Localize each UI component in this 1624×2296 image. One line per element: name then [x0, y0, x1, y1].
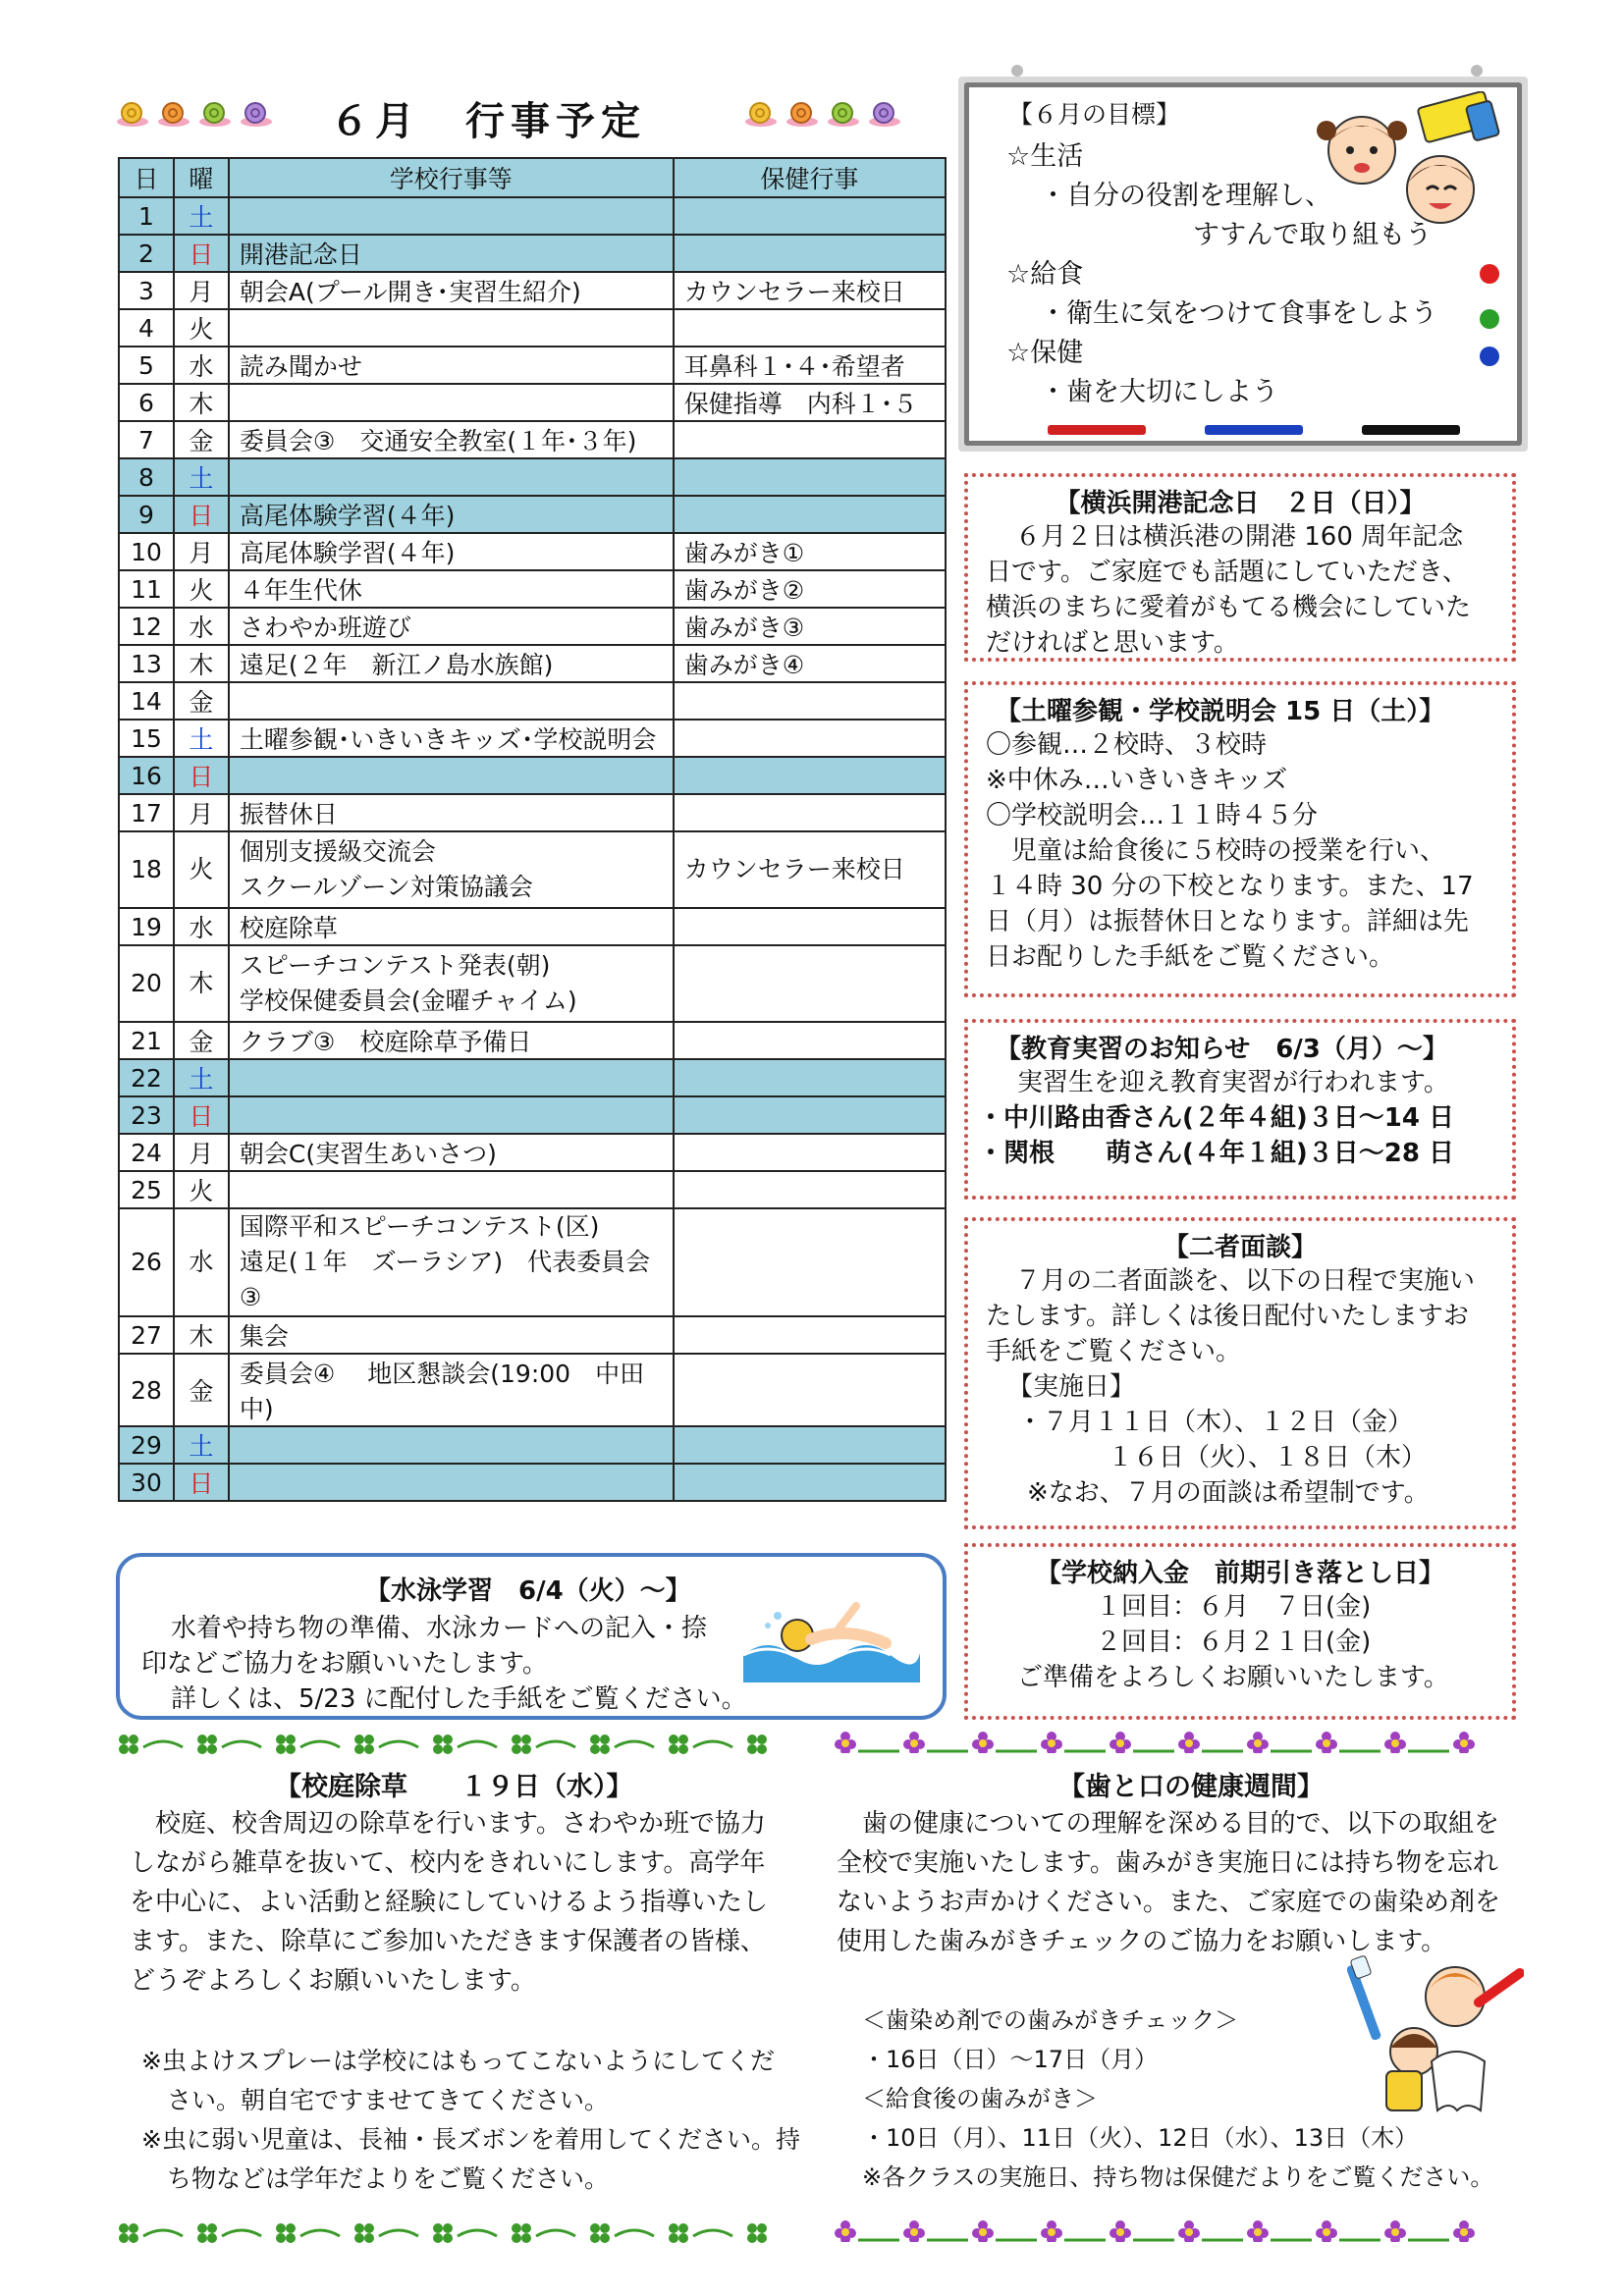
school-event-text: 委員会③ 交通安全教室(１年･３年) [239, 427, 637, 455]
cell-school-event [229, 421, 674, 458]
header-health-events: 保健行事 [674, 158, 946, 197]
cell-weekday: 土 [174, 1059, 229, 1096]
goals-health-text: ・歯を大切にしよう [1040, 377, 1278, 407]
cell-school-event [229, 794, 674, 831]
cell-school-event [229, 235, 674, 272]
snail-icon [157, 100, 190, 128]
cell-day: 15 [119, 720, 174, 757]
cell-day: 24 [119, 1134, 174, 1171]
cell-day: 5 [119, 347, 174, 384]
cell-health-event [674, 1096, 946, 1134]
swimming-line: 印などご協力をお願いいたします。 [141, 1649, 548, 1679]
table-row [119, 1059, 946, 1096]
cell-weekday: 木 [174, 1316, 229, 1354]
cell-school-event [229, 1208, 674, 1316]
cell-weekday: 月 [174, 1134, 229, 1171]
school-event-text: 朝会A(プール開き･実習生紹介) [239, 278, 581, 306]
cell-day: 17 [119, 794, 174, 831]
cell-health-event: 耳鼻科１･４･希望者 [674, 347, 946, 384]
school-event-text: 学校保健委員会(金曜チャイム) [239, 987, 577, 1015]
cell-day: 8 [119, 458, 174, 496]
cell-health-event [674, 1316, 946, 1354]
school-event-text: 朝会C(実習生あいさつ) [239, 1140, 497, 1168]
saturday-visit-line: 児童は給食後に５校時の授業を行い、 [986, 836, 1446, 866]
cell-weekday: 日 [174, 1464, 229, 1501]
cell-day: 30 [119, 1464, 174, 1501]
cell-day: 23 [119, 1096, 174, 1134]
goals-heading: 【６月の目標】 [1008, 100, 1181, 129]
school-event-text: ４年生代休 [239, 576, 362, 605]
school-event-text: 土曜参観･いきいきキッズ･学校説明会 [239, 725, 657, 754]
school-event-text: 読み聞かせ [239, 352, 362, 381]
table-row [119, 1354, 946, 1426]
header-school-events: 学校行事等 [229, 158, 674, 197]
cell-health-event: 歯みがき① [674, 533, 946, 570]
cell-school-event [229, 1059, 674, 1096]
school-event-text: 振替休日 [239, 800, 338, 828]
cell-health-event: 歯みがき③ [674, 608, 946, 645]
parent-interview-line: ・７月１１日（木）、１２日（金） [1017, 1408, 1414, 1437]
cell-school-event [229, 608, 674, 645]
dental-week-text [837, 1804, 1543, 1961]
red-magnet-icon [1480, 264, 1499, 284]
children-illustration [1293, 91, 1509, 239]
cell-weekday: 木 [174, 384, 229, 421]
clover-border [118, 1734, 805, 1755]
swimming-notice [116, 1553, 947, 1720]
cell-school-event [229, 757, 674, 794]
parent-interview-line: １６日（火）、１８日（木） [1056, 1443, 1428, 1472]
table-row [119, 272, 946, 309]
saturday-visit-line: 日お配りした手紙をご覧ください。 [986, 942, 1395, 972]
cell-school-event [229, 1022, 674, 1059]
cell-weekday: 火 [174, 570, 229, 608]
goals-life-text-2: すすんで取り組もう [1193, 220, 1433, 250]
cell-school-event [229, 309, 674, 347]
header-day: 日 [119, 158, 174, 197]
weeding-line: 校庭、校舎周辺の除草を行います。さわやか班で協力 [155, 1809, 766, 1839]
teaching-practice-title: 【教育実習のお知らせ 6/3（月）～】 [996, 1035, 1448, 1064]
parent-interview-title: 【二者面談】 [1163, 1233, 1317, 1262]
cell-health-event [674, 1171, 946, 1208]
cell-school-event [229, 1316, 674, 1354]
school-fee-line: ご準備をよろしくお願いいたします。 [1017, 1663, 1449, 1692]
cell-weekday: 日 [174, 496, 229, 533]
monthly-goals-board [964, 82, 1522, 446]
cell-health-event [674, 309, 946, 347]
table-row [119, 1171, 946, 1208]
cell-school-event [229, 496, 674, 533]
clover-border [118, 2222, 805, 2244]
dental-week-title: 【歯と口の健康週間】 [1058, 1772, 1324, 1802]
cell-health-event [674, 1464, 946, 1501]
flower-border [835, 2220, 1522, 2242]
cell-school-event [229, 645, 674, 682]
cell-weekday: 土 [174, 720, 229, 757]
table-row [119, 1464, 946, 1501]
goals-lunch-text: ・衛生に気をつけて食事をしよう [1040, 298, 1437, 329]
parent-interview-line: 【実施日】 [1007, 1372, 1136, 1402]
table-row [119, 1096, 946, 1134]
school-event-text: クラブ③ 校庭除草予備日 [239, 1028, 532, 1056]
cell-weekday: 月 [174, 794, 229, 831]
table-row [119, 1134, 946, 1171]
cell-day: 26 [119, 1208, 174, 1316]
table-row [119, 720, 946, 757]
cell-health-event [674, 682, 946, 720]
cell-school-event [229, 272, 674, 309]
table-row [119, 645, 946, 682]
table-row [119, 608, 946, 645]
cell-health-event [674, 1208, 946, 1316]
dental-week-line: ないようお声かけください。また、ご家庭での歯染め剤を [837, 1888, 1501, 1917]
saturday-visit-line: 〇参観…２校時、３校時 [986, 730, 1268, 760]
cell-weekday: 日 [174, 757, 229, 794]
cell-day: 6 [119, 384, 174, 421]
cell-day: 12 [119, 608, 174, 645]
weeding-line: しながら雑草を抜いて、校内をきれいにします。高学年 [130, 1848, 766, 1878]
cell-day: 18 [119, 831, 174, 908]
cell-day: 28 [119, 1354, 174, 1426]
port-anniversary-notice [964, 473, 1516, 662]
saturday-visit-title: 【土曜参観・学校説明会 15 日（土）】 [996, 697, 1445, 726]
cell-school-event [229, 1426, 674, 1464]
cell-health-event [674, 1022, 946, 1059]
cell-weekday: 金 [174, 1354, 229, 1426]
cell-weekday: 日 [174, 235, 229, 272]
table-header-row [119, 158, 946, 197]
swimming-line: 詳しくは、5/23 に配付した手紙をご覧ください。 [171, 1684, 747, 1714]
cell-day: 2 [119, 235, 174, 272]
cell-day: 27 [119, 1316, 174, 1354]
cell-day: 21 [119, 1022, 174, 1059]
goals-life-text-1: ・自分の役割を理解し、 [1040, 181, 1331, 211]
teaching-practice-line: ・中川路由香さん(２年４組)３日～14 日 [978, 1103, 1454, 1133]
snail-icon [240, 100, 273, 128]
snail-icon [744, 100, 778, 128]
table-row [119, 421, 946, 458]
cell-day: 7 [119, 421, 174, 458]
cell-weekday: 月 [174, 272, 229, 309]
teaching-practice-line: 実習生を迎え教育実習が行われます。 [1017, 1068, 1449, 1097]
pin-icon [1471, 65, 1483, 77]
cell-health-event [674, 794, 946, 831]
school-event-text: 開港記念日 [239, 240, 362, 269]
cell-health-event [674, 1426, 946, 1464]
weeding-title: 【校庭除草 １９日（水）】 [275, 1772, 633, 1802]
school-event-text: 高尾体験学習(４年) [239, 539, 456, 567]
cell-weekday: 土 [174, 1426, 229, 1464]
goals-lunch-label: ☆給食 [1006, 259, 1084, 290]
table-row [119, 945, 946, 1022]
cell-weekday: 木 [174, 645, 229, 682]
dental-week-note: ＜給食後の歯みがき＞ [862, 2085, 1098, 2112]
cell-weekday: 土 [174, 458, 229, 496]
port-anniversary-line: だければと思います。 [986, 628, 1239, 658]
cell-school-event [229, 1096, 674, 1134]
school-event-text: 校庭除草 [239, 914, 338, 942]
teaching-practice-notice [964, 1019, 1516, 1200]
cell-weekday: 金 [174, 421, 229, 458]
saturday-visit-line: 日（月）は振替休日となります。詳細は先 [986, 907, 1469, 936]
school-event-text: 遠足(１年 ズーラシア) 代表委員会③ [239, 1248, 651, 1311]
port-anniversary-line: 日です。ご家庭でも話題にしていただき、 [986, 558, 1468, 587]
cell-health-event [674, 421, 946, 458]
parent-interview-notice [964, 1217, 1516, 1529]
weeding-text [130, 1804, 817, 2001]
cell-day: 3 [119, 272, 174, 309]
snail-icon [785, 100, 819, 128]
parent-interview-line: ※なお、７月の面談は希望制です。 [1027, 1478, 1430, 1508]
saturday-visit-line: 〇学校説明会…１１時４５分 [986, 801, 1319, 830]
cell-school-event [229, 1134, 674, 1171]
cell-day: 14 [119, 682, 174, 720]
cell-school-event [229, 831, 674, 908]
cell-health-event [674, 945, 946, 1022]
pin-icon [1011, 65, 1023, 77]
cell-weekday: 火 [174, 309, 229, 347]
cell-health-event [674, 1059, 946, 1096]
cell-day: 4 [119, 309, 174, 347]
cell-school-event [229, 347, 674, 384]
table-row [119, 347, 946, 384]
snail-icon [868, 100, 901, 128]
weeding-line: ます。また、除草にご参加いただきます保護者の皆様、 [130, 1927, 766, 1956]
cell-day: 22 [119, 1059, 174, 1096]
school-event-text: さわやか班遊び [239, 614, 411, 642]
cell-day: 19 [119, 908, 174, 945]
cell-day: 16 [119, 757, 174, 794]
cell-health-event: カウンセラー来校日 [674, 272, 946, 309]
teaching-practice-line: ・関根 萌さん(４年１組)３日～28 日 [978, 1139, 1454, 1168]
dental-week-line: 歯の健康についての理解を深める目的で、以下の取組を [862, 1809, 1499, 1839]
cell-health-event: カウンセラー来校日 [674, 831, 946, 908]
cell-school-event [229, 908, 674, 945]
cell-day: 13 [119, 645, 174, 682]
parent-interview-line: たします。詳しくは後日配付いたしますお [986, 1302, 1469, 1331]
table-row [119, 1208, 946, 1316]
cell-health-event [674, 1134, 946, 1171]
school-event-text: 委員会④ 地区懇談会(19:00 中田中) [239, 1360, 645, 1423]
table-row [119, 235, 946, 272]
cell-school-event [229, 720, 674, 757]
cell-day: 25 [119, 1171, 174, 1208]
cell-school-event [229, 1171, 674, 1208]
swimmer-illustration [738, 1596, 925, 1684]
table-row [119, 1426, 946, 1464]
goals-life-label: ☆生活 [1006, 141, 1084, 172]
cell-health-event [674, 197, 946, 235]
cell-weekday: 火 [174, 1171, 229, 1208]
school-event-text: 国際平和スピーチコンテスト(区) [239, 1212, 600, 1241]
school-event-text: 集会 [239, 1322, 289, 1351]
red-marker-icon [1048, 425, 1146, 435]
table-row [119, 384, 946, 421]
port-anniversary-title: 【横浜開港記念日 ２日（日）】 [1055, 489, 1426, 518]
port-anniversary-line: 横浜のまちに愛着がもてる機会にしていた [986, 593, 1472, 622]
flower-border [835, 1732, 1522, 1753]
black-marker-icon [1362, 425, 1460, 435]
weeding-note: ※虫に弱い児童は、長袖・長ズボンを着用してください。持 [141, 2125, 800, 2154]
table-row [119, 682, 946, 720]
port-anniversary-line: ６月２日は横浜港の開港 160 周年記念 [1015, 522, 1464, 552]
toothbrush-kids-illustration [1347, 1953, 1524, 2120]
cell-weekday: 水 [174, 608, 229, 645]
blue-magnet-icon [1480, 347, 1499, 366]
snail-icon [198, 100, 232, 128]
table-row [119, 908, 946, 945]
table-row [119, 458, 946, 496]
cell-weekday: 金 [174, 1022, 229, 1059]
school-fee-notice [964, 1543, 1516, 1720]
school-event-text: 高尾体験学習(４年) [239, 502, 456, 530]
table-row [119, 1022, 946, 1059]
cell-school-event [229, 1464, 674, 1501]
cell-weekday: 金 [174, 682, 229, 720]
school-fee-line: ２回目：６月２１日(金) [1096, 1628, 1372, 1657]
table-row [119, 570, 946, 608]
cell-school-event [229, 945, 674, 1022]
saturday-visit-line: ※中休み…いきいきキッズ [986, 766, 1288, 795]
table-row [119, 831, 946, 908]
saturday-visit-line: １４時 30 分の下校となります。また、17 [986, 872, 1474, 901]
green-magnet-icon [1480, 309, 1499, 329]
cell-school-event [229, 570, 674, 608]
cell-weekday: 水 [174, 347, 229, 384]
title-area [116, 90, 950, 144]
weeding-note: ち物などは学年だよりをご覧ください。 [167, 2164, 610, 2193]
cell-health-event [674, 720, 946, 757]
cell-day: 1 [119, 197, 174, 235]
cell-health-event [674, 1354, 946, 1426]
cell-school-event [229, 682, 674, 720]
cell-school-event [229, 384, 674, 421]
cell-health-event [674, 496, 946, 533]
table-row [119, 533, 946, 570]
cell-day: 10 [119, 533, 174, 570]
blue-marker-icon [1205, 425, 1303, 435]
cell-health-event [674, 757, 946, 794]
cell-school-event [229, 197, 674, 235]
table-row [119, 496, 946, 533]
weeding-note: さい。朝自宅ですませてきてください。 [167, 2086, 610, 2114]
dental-week-line: 全校で実施いたします。歯みがき実施日には持ち物を忘れ [837, 1848, 1498, 1878]
cell-weekday: 木 [174, 945, 229, 1022]
goals-health-label: ☆保健 [1006, 338, 1084, 368]
dental-week-note: ・16日（日）～17日（月） [862, 2046, 1159, 2073]
cell-weekday: 月 [174, 533, 229, 570]
school-event-text: スピーチコンテスト発表(朝) [239, 951, 551, 980]
cell-health-event: 歯みがき④ [674, 645, 946, 682]
table-row [119, 197, 946, 235]
table-row [119, 794, 946, 831]
cell-weekday: 水 [174, 908, 229, 945]
cell-health-event [674, 235, 946, 272]
cell-health-event [674, 458, 946, 496]
cell-health-event [674, 908, 946, 945]
cell-school-event [229, 458, 674, 496]
cell-school-event [229, 533, 674, 570]
dental-week-line: 使用した歯みがきチェックのご協力をお願いします。 [837, 1927, 1447, 1956]
cell-school-event [229, 1354, 674, 1426]
school-fee-line: １回目：６月 ７日(金) [1096, 1592, 1372, 1622]
cell-health-event: 保健指導 内科１･５ [674, 384, 946, 421]
schedule-table [118, 157, 947, 1502]
page-title: ６月 行事予定 [330, 99, 646, 144]
cell-health-event: 歯みがき② [674, 570, 946, 608]
cell-day: 29 [119, 1426, 174, 1464]
table-row [119, 1316, 946, 1354]
parent-interview-line: ７月の二者面談を、以下の日程で実施い [1015, 1266, 1476, 1296]
snail-icon [827, 100, 860, 128]
parent-interview-line: 手紙をご覧ください。 [986, 1337, 1242, 1366]
schedule-body [119, 197, 946, 1501]
weeding-notes [141, 2042, 809, 2199]
header-weekday: 曜 [174, 158, 229, 197]
saturday-visit-notice [964, 681, 1516, 997]
weeding-line: を中心に、よい活動と経験にしていけるよう指導いたし [130, 1888, 769, 1917]
school-event-text: スクールゾーン対策協議会 [239, 873, 533, 901]
weeding-line: どうぞよろしくお願いいたします。 [130, 1966, 536, 1996]
school-fee-title: 【学校納入金 前期引き落とし日】 [1035, 1559, 1444, 1588]
swimming-title: 【水泳学習 6/4（火）～】 [365, 1576, 691, 1606]
dental-week-note: ※各クラスの実施日、持ち物は保健だよりをご覧ください。 [862, 2163, 1494, 2191]
cell-weekday: 水 [174, 1208, 229, 1316]
cell-weekday: 火 [174, 831, 229, 908]
cell-day: 11 [119, 570, 174, 608]
school-event-text: 個別支援級交流会 [239, 837, 436, 866]
school-event-text: 遠足(２年 新江ノ島水族館) [239, 651, 554, 679]
swimming-line: 水着や持ち物の準備、水泳カードへの記入・捺 [171, 1614, 708, 1643]
table-row [119, 757, 946, 794]
cell-day: 20 [119, 945, 174, 1022]
table-row [119, 309, 946, 347]
cell-weekday: 日 [174, 1096, 229, 1134]
cell-weekday: 土 [174, 197, 229, 235]
snail-icon [116, 100, 149, 128]
cell-day: 9 [119, 496, 174, 533]
dental-week-note: ・10日（月）、11日（火）、12日（水）、13日（木） [862, 2124, 1419, 2152]
weeding-note: ※虫よけスプレーは学校にはもってこないようにしてくだ [141, 2047, 775, 2075]
dental-week-note: ＜歯染め剤での歯みがきチェック＞ [862, 2006, 1239, 2034]
